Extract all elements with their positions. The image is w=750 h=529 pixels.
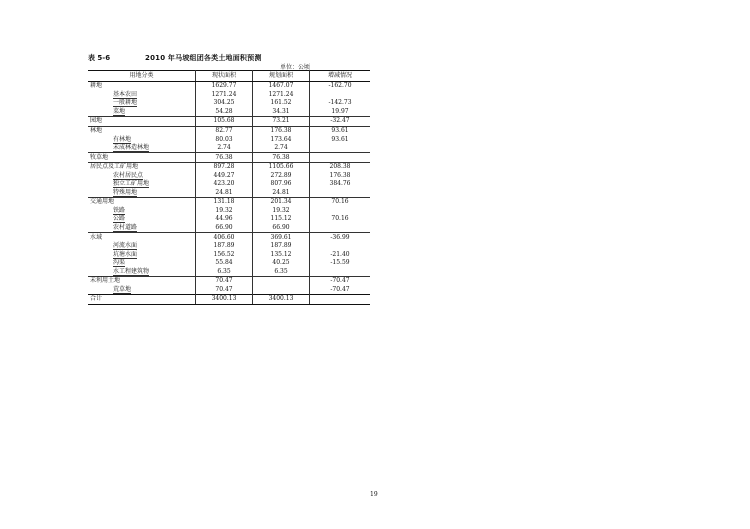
row-current-area: 70.47 — [196, 277, 253, 286]
row-category: 牧草地 — [88, 153, 196, 163]
table-row — [88, 198, 370, 207]
table-row — [88, 144, 370, 153]
row-current-area: 19.32 — [196, 207, 253, 216]
table-row — [88, 126, 370, 135]
row-current-area: 449.27 — [196, 171, 253, 180]
row-change — [310, 153, 371, 163]
row-change: 70.16 — [331, 215, 349, 223]
row-current-area: 76.38 — [196, 153, 253, 163]
table-row — [88, 189, 370, 198]
row-category-label: 水工程建筑物 — [113, 267, 150, 275]
row-planned-area: 6.35 — [253, 267, 310, 276]
row-category-label: 农村道路 — [113, 224, 138, 232]
row-change: -142.73 — [328, 99, 352, 107]
row-current-area: 80.03 — [196, 135, 253, 144]
table-row — [88, 250, 370, 259]
row-current-area: 44.96 — [196, 215, 253, 224]
row-planned-area: 24.81 — [253, 189, 310, 198]
table-row — [88, 91, 370, 100]
table-row — [88, 117, 370, 127]
table-row — [88, 162, 370, 171]
row-change — [310, 91, 371, 100]
row-category — [88, 207, 196, 216]
row-category-label: 公路 — [113, 215, 126, 223]
row-category-label: 一般耕地 — [113, 99, 138, 107]
row-planned-area: 161.52 — [253, 99, 310, 108]
row-change: -162.70 — [310, 82, 371, 91]
row-change: 19.97 — [331, 107, 349, 115]
row-change: 70.16 — [310, 198, 371, 207]
header-change: 增减情况 — [310, 71, 371, 82]
row-planned-area: 807.96 — [253, 180, 310, 189]
row-category — [88, 99, 196, 108]
row-planned-area: 272.89 — [253, 171, 310, 180]
table-row — [88, 135, 370, 144]
row-current-area: 3400.13 — [196, 295, 253, 305]
row-change: 208.38 — [310, 162, 371, 171]
row-current-area: 406.60 — [196, 233, 253, 242]
table-row — [88, 233, 370, 242]
row-category: 水域 — [88, 233, 196, 242]
row-category — [88, 286, 196, 295]
row-current-area: 304.25 — [196, 99, 253, 108]
row-planned-area: 176.38 — [253, 126, 310, 135]
row-change: -70.47 — [330, 285, 350, 293]
row-planned-area: 369.61 — [253, 233, 310, 242]
table-row — [88, 207, 370, 216]
row-category — [88, 171, 196, 180]
row-category — [88, 189, 196, 198]
table-row — [88, 259, 370, 268]
row-change: 384.76 — [329, 180, 351, 188]
row-current-area: 187.89 — [196, 242, 253, 251]
row-change: -70.47 — [310, 277, 371, 286]
row-current-area: 54.28 — [196, 108, 253, 117]
row-category — [88, 180, 196, 189]
row-change: -36.99 — [310, 233, 371, 242]
table-row — [88, 224, 370, 233]
row-category — [88, 250, 196, 259]
row-planned-area: 40.25 — [253, 259, 310, 268]
row-category — [88, 135, 196, 144]
row-planned-area: 173.64 — [253, 135, 310, 144]
row-current-area: 66.90 — [196, 224, 253, 233]
row-planned-area: 76.38 — [253, 153, 310, 163]
row-current-area: 1629.77 — [196, 82, 253, 91]
row-current-area: 156.52 — [196, 250, 253, 259]
row-category-label: 菜地 — [113, 107, 126, 115]
row-change: 93.61 — [310, 126, 371, 135]
row-planned-area — [253, 277, 310, 286]
table-row — [88, 153, 370, 163]
land-use-table — [88, 70, 370, 305]
row-change: 93.61 — [331, 135, 349, 143]
row-category — [88, 144, 196, 153]
row-category: 合计 — [88, 295, 196, 305]
row-current-area: 70.47 — [196, 286, 253, 295]
row-current-area: 82.77 — [196, 126, 253, 135]
row-category-label: 铁路 — [113, 206, 126, 214]
row-category: 林地 — [88, 126, 196, 135]
row-category-label: 未成林造林地 — [113, 144, 150, 152]
row-current-area: 6.35 — [196, 267, 253, 276]
row-planned-area: 1105.66 — [253, 162, 310, 171]
row-change — [310, 267, 371, 276]
row-category — [88, 215, 196, 224]
unit-note: 单位：公顷 — [280, 64, 311, 71]
row-category-label: 有林地 — [113, 135, 132, 143]
row-category — [88, 267, 196, 276]
row-planned-area: 1467.07 — [253, 82, 310, 91]
row-change — [310, 189, 371, 198]
row-category-label: 独立工矿用地 — [113, 180, 150, 188]
page-number: 19 — [370, 491, 378, 498]
table-row — [88, 180, 370, 189]
row-change — [310, 295, 371, 305]
row-current-area: 24.81 — [196, 189, 253, 198]
table-row — [88, 295, 370, 305]
row-planned-area: 73.21 — [253, 117, 310, 127]
row-planned-area: 34.31 — [253, 108, 310, 117]
row-change — [310, 144, 371, 153]
row-change: 176.38 — [329, 171, 351, 179]
row-current-area: 55.84 — [196, 259, 253, 268]
row-category: 居民点及工矿用地 — [88, 162, 196, 171]
row-current-area: 105.68 — [196, 117, 253, 127]
header-category: 用地分类 — [88, 71, 196, 82]
row-planned-area: 19.32 — [253, 207, 310, 216]
table-body — [88, 82, 370, 305]
row-category-label: 坑塘水面 — [113, 250, 138, 258]
table-label: 表 5-6 — [88, 54, 111, 62]
table-row — [88, 242, 370, 251]
header-planned-area: 规划面积 — [253, 71, 310, 82]
table-title: 2010 年马坡组团各类土地面积预测 — [145, 54, 262, 62]
row-current-area: 131.18 — [196, 198, 253, 207]
row-planned-area: 135.12 — [253, 250, 310, 259]
row-category-label: 农村居民点 — [113, 171, 144, 179]
row-category: 园地 — [88, 117, 196, 127]
row-current-area: 897.28 — [196, 162, 253, 171]
row-planned-area: 201.34 — [253, 198, 310, 207]
row-change: -32.47 — [310, 117, 371, 127]
table-row — [88, 108, 370, 117]
row-change: -15.59 — [330, 259, 350, 267]
table-row — [88, 82, 370, 91]
row-category — [88, 91, 196, 100]
table-header-row — [88, 71, 370, 82]
row-current-area: 1271.24 — [196, 91, 253, 100]
row-category: 未利用土地 — [88, 277, 196, 286]
row-category — [88, 242, 196, 251]
table-row — [88, 277, 370, 286]
row-current-area: 2.74 — [196, 144, 253, 153]
table-row — [88, 99, 370, 108]
table-row — [88, 267, 370, 276]
row-category — [88, 108, 196, 117]
row-planned-area: 1271.24 — [253, 91, 310, 100]
row-change — [310, 224, 371, 233]
table-row — [88, 215, 370, 224]
row-category — [88, 259, 196, 268]
row-category: 耕地 — [88, 82, 196, 91]
row-current-area: 423.20 — [196, 180, 253, 189]
row-category — [88, 224, 196, 233]
row-planned-area: 2.74 — [253, 144, 310, 153]
row-change — [310, 207, 371, 216]
row-change — [310, 242, 371, 251]
row-category-label: 河流水面 — [113, 242, 138, 250]
row-category-label: 荒草地 — [113, 285, 132, 293]
row-category: 交通用地 — [88, 198, 196, 207]
row-change: -21.40 — [330, 250, 350, 258]
row-category-label: 沟渠 — [113, 259, 126, 267]
row-planned-area: 115.12 — [253, 215, 310, 224]
table-row — [88, 171, 370, 180]
header-current-area: 现状面积 — [196, 71, 253, 82]
table-row — [88, 286, 370, 295]
row-category-label: 特殊用地 — [113, 188, 138, 196]
row-planned-area — [253, 286, 310, 295]
row-category-label: 基本农田 — [113, 90, 138, 98]
row-planned-area: 3400.13 — [253, 295, 310, 305]
row-planned-area: 187.89 — [253, 242, 310, 251]
row-planned-area: 66.90 — [253, 224, 310, 233]
